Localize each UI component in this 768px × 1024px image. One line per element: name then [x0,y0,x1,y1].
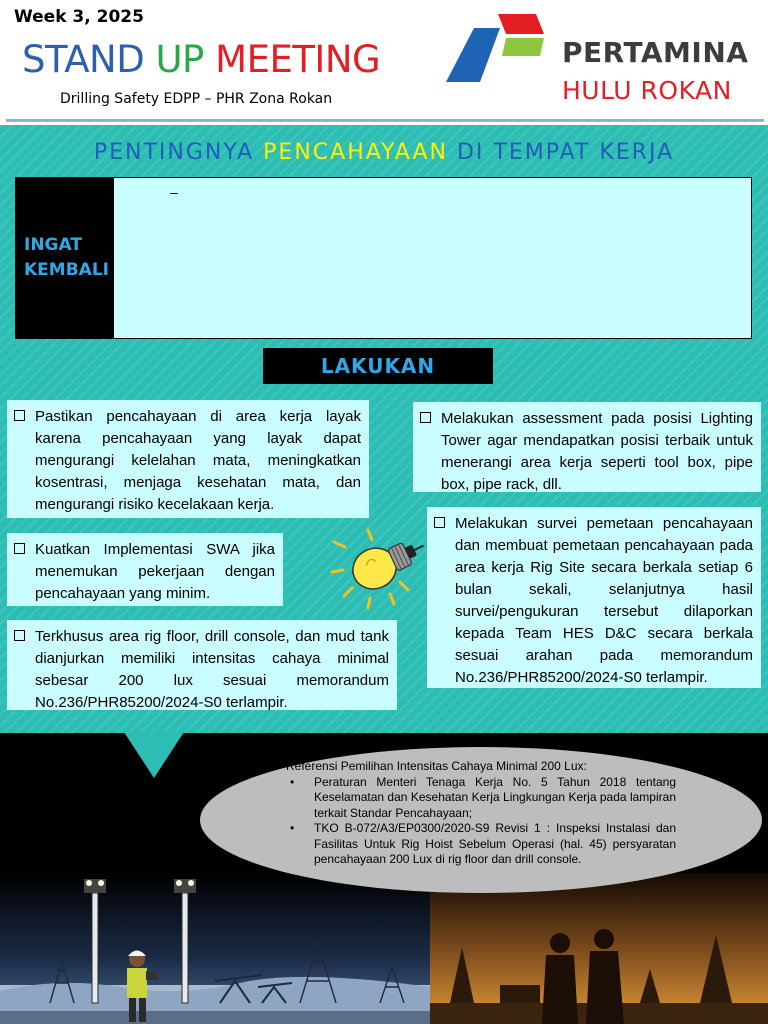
page-subtitle: Drilling Safety EDPP – PHR Zona Rokan [60,91,333,107]
checkbox-bullet-icon [14,410,25,421]
ingat-kembali-label [16,178,114,338]
checkbox-bullet-icon [14,630,25,641]
lakukan-item-text: Pastikan pencahayaan di area kerja layak karena pencahayaan yang layak dapat mengurangi kelelahan mata, meningkatkan kosentrasi, menjaga kesehatan mata, dan mengurangi risiko kecelakaan kerja. [35,408,361,513]
reference-item: • Peraturan Menteri Tenaga Kerja No. 5 Tahun 2018 tentang Keselamatan dan Kesehatan Kerja Lingkungan Kerja pada lampiran terkait Standar Pencahayaan; [290,775,676,822]
ingat-kembali-text: – [170,184,178,200]
topic-part-1: PENTINGNYA [93,140,255,165]
ingat-label-line-1: INGAT [24,235,82,255]
topic-part-2: DI TEMPAT KERJA [456,140,675,165]
lakukan-item-text: Kuatkan Implementasi SWA jika menemukan pekerjaan dengan pencahayaan yang minim. [35,541,275,602]
page-title [22,38,380,81]
lakukan-item-4 [413,402,761,492]
topic-highlight: PENCAHAYAAN [263,140,448,165]
logo-wordmark-pertamina: PERTAMINA [562,36,749,69]
checkbox-bullet-icon [434,517,445,528]
lakukan-item-2 [7,533,283,606]
header-divider [6,119,764,122]
title-word-up: UP [155,38,204,81]
ingat-kembali-section [15,177,752,339]
ingat-label-line-2: KEMBALI [24,260,109,280]
ingat-kembali-content [114,178,751,338]
week-label: Week 3, 2025 [14,7,144,27]
callout-pointer [124,732,184,778]
title-word-stand: STAND [22,38,145,81]
logo-wordmark-hulu-rokan: HULU ROKAN [562,76,732,105]
reference-title: Referensi Pemilihan Intensitas Cahaya Minimal 200 Lux: [286,759,587,773]
oilfield-illustration [0,873,768,1024]
lakukan-item-text: Terkhusus area rig floor, drill console, dan mud tank dianjurkan memiliki intensitas cahaya minimal sebesar 200 lux sesuai memorandum No.236/PHR85200/2024-S0 terlampir. [35,628,389,711]
light-bulb-icon [328,520,430,612]
reference-list [290,775,676,868]
lakukan-item-text: Melakukan survei pemetaan pencahayaan dan membuat pemetaan pencahayaan pada area kerja Rig Site secara berkala setiap 6 bulan sekali, selanjutnya hasil survei/pengukuran tersebut dilaporkan kepada Team HES D&C secara berkala sesuai arahan pada memorandum No.236/PHR85200/2024-S0 terlampir. [455,515,753,686]
title-word-meeting: MEETING [215,38,381,81]
reference-item: • TKO B-072/A3/EP0300/2020-S9 Revisi 1 : Inspeksi Instalasi dan Fasilitas Untuk Rig Hoist Sebelum Operasi (hal. 45) persyaratan pencahayaan 200 Lux di rig floor dan drill console. [290,821,676,868]
reference-callout [200,747,762,893]
lakukan-item-3 [7,620,397,710]
topic-heading [0,140,768,165]
pertamina-logo-icon [444,12,548,84]
checkbox-bullet-icon [420,412,431,423]
header [0,0,768,122]
lakukan-item-text: Melakukan assessment pada posisi Lighting Tower agar mendapatkan posisi terbaik untuk menerangi area kerja seperti tool box, pipe box, pipe rack, dll. [441,410,753,493]
lakukan-item-1 [7,400,369,518]
checkbox-bullet-icon [14,543,25,554]
lakukan-item-5 [427,507,761,688]
lakukan-heading: LAKUKAN [263,348,493,384]
